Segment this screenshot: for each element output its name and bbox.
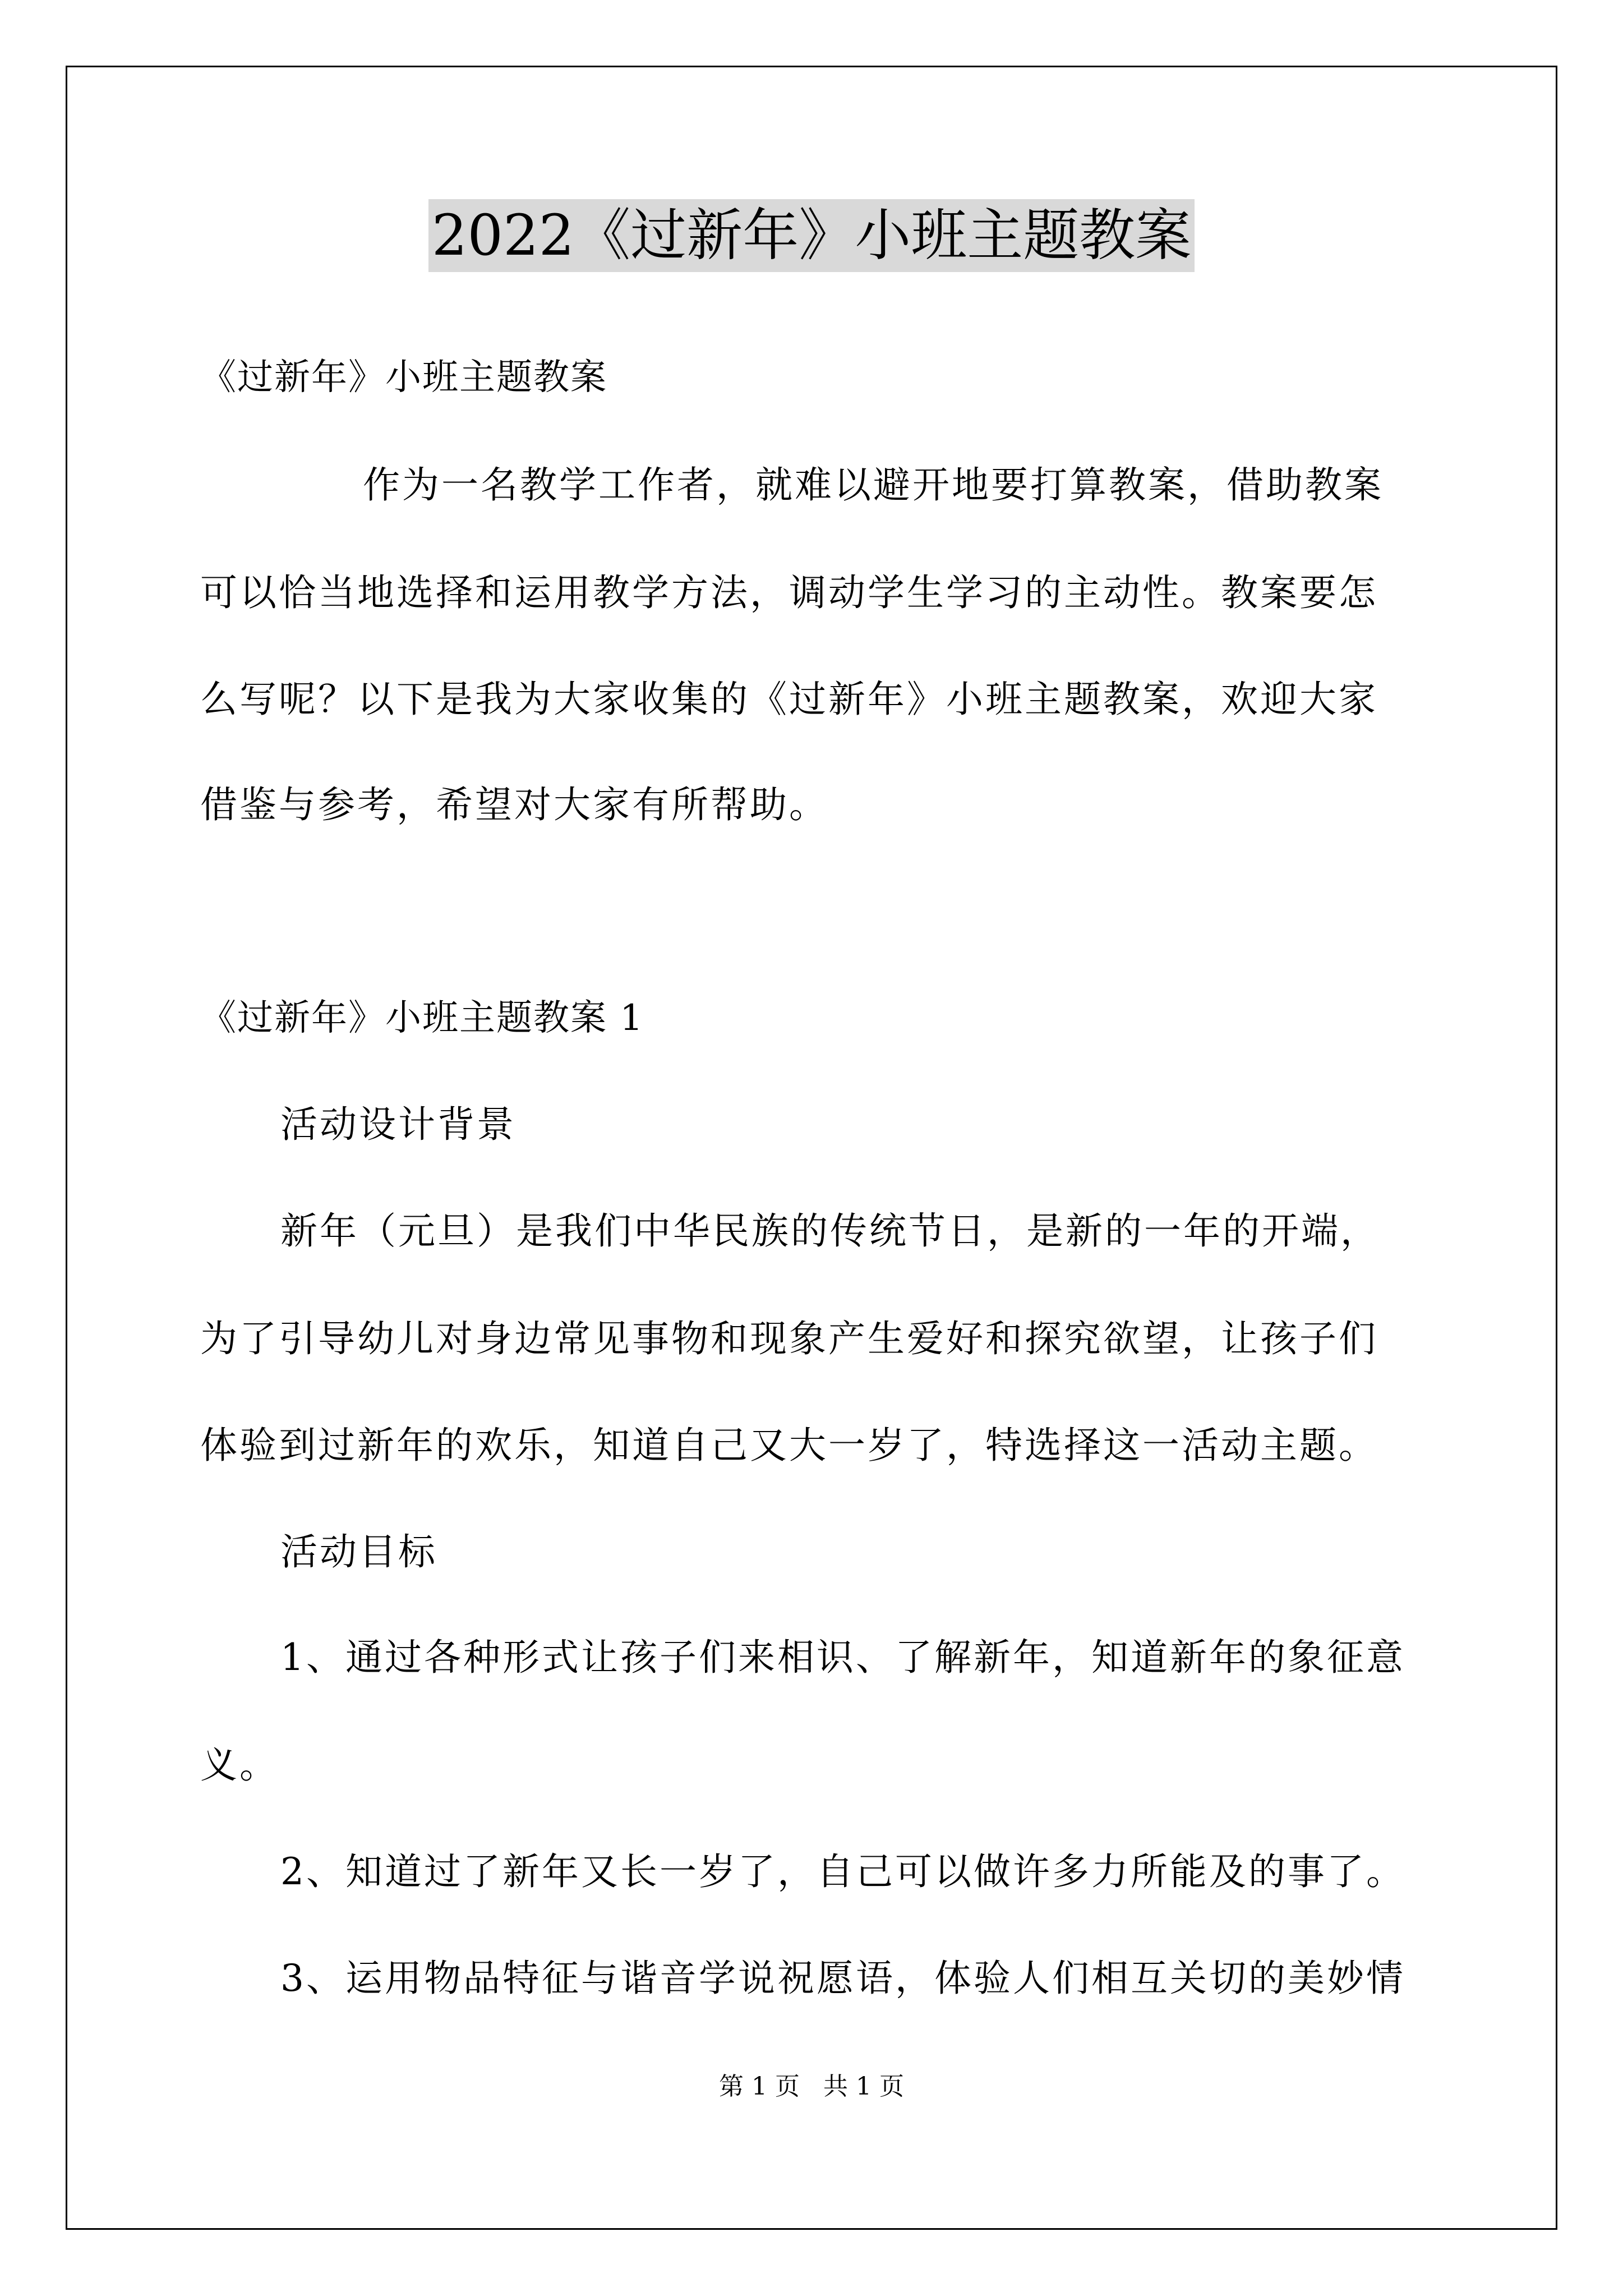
intro-line-4: 借鉴与参考，希望对大家有所帮助。 — [200, 783, 828, 826]
background-line-3: 体验到过新年的欢乐，知道自己又大一岁了，特选择这一活动主题。 — [200, 1424, 1378, 1467]
background-heading: 活动设计背景 — [280, 1103, 516, 1146]
intro-line-1: 作为一名教学工作者，就难以避开地要打算教案，借助教案 — [363, 463, 1384, 507]
title-container — [0, 199, 1623, 272]
goals-heading: 活动目标 — [280, 1530, 437, 1573]
goal-line-1: 1、通过各种形式让孩子们来相识、了解新年，知道新年的象征意 — [280, 1636, 1405, 1679]
goal-line-1-cont: 义。 — [200, 1743, 279, 1787]
intro-line-3: 么写呢？以下是我为大家收集的《过新年》小班主题教案，欢迎大家 — [200, 678, 1378, 721]
document-title: 2022《过新年》小班主题教案 — [428, 199, 1195, 272]
section-heading: 《过新年》小班主题教案 1 — [200, 997, 644, 1039]
page-footer: 第 1 页 共 1 页 — [719, 2072, 904, 2101]
intro-line-2: 可以恰当地选择和运用教学方法，调动学生学习的主动性。教案要怎 — [200, 571, 1378, 614]
background-line-1: 新年（元旦）是我们中华民族的传统节日，是新的一年的开端， — [280, 1209, 1380, 1253]
goal-line-3: 3、运用物品特征与谐音学说祝愿语，体验人们相互关切的美妙情 — [280, 1957, 1405, 2000]
background-line-2: 为了引导幼儿对身边常见事物和现象产生爱好和探究欲望，让孩子们 — [200, 1317, 1378, 1360]
goal-line-2: 2、知道过了新年又长一岁了，自己可以做许多力所能及的事了。 — [280, 1850, 1405, 1893]
document-subtitle: 《过新年》小班主题教案 — [200, 357, 607, 398]
